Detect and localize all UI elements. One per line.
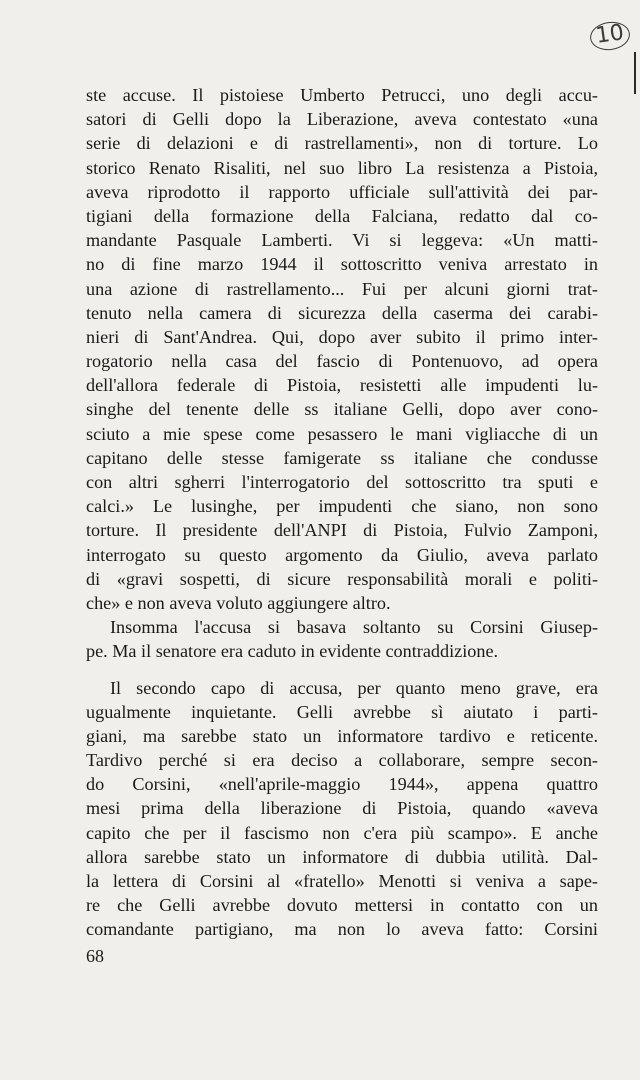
text-line: storico Renato Risaliti, nel suo libro La resistenza a Pistoia, (86, 157, 598, 178)
text-line: Tardivo perché si era deciso a collaborare, sempre secon- (86, 750, 598, 771)
text-line: no di fine marzo 1944 il sottoscritto veniva arrestato in (86, 254, 598, 275)
text-line: mesi prima della liberazione di Pistoia, quando «aveva (86, 798, 598, 819)
handwritten-page-annotation: 10 (588, 19, 632, 52)
text-line: serie di delazioni e di rastrellamenti», non di torture. Lo (86, 133, 598, 154)
text-line: interrogato su questo argomento da Giulio, aveva parlato (86, 544, 598, 565)
text-line: Il secondo capo di accusa, per quanto meno grave, era (110, 677, 598, 698)
paragraph (86, 615, 598, 663)
page-edge-mark (634, 52, 636, 94)
body-text (86, 83, 598, 942)
text-line: torture. Il presidente dell'ANPI di Pistoia, Fulvio Zamponi, (86, 520, 598, 541)
page-number: 68 (86, 946, 104, 966)
text-line: una azione di rastrellamento... Fui per alcuni giorni trat- (86, 278, 598, 299)
text-line: capito che per il fascismo non c'era più scampo». E anche (86, 822, 598, 843)
text-line: giani, ma sarebbe stato un informatore tardivo e reticente. (86, 725, 598, 746)
text-line: capitano delle stesse famigerate ss italiane che condusse (86, 447, 598, 468)
paragraph (86, 83, 598, 615)
text-line: tigiani della formazione della Falciana, redatto dal co- (86, 205, 598, 226)
text-line: dell'allora federale di Pistoia, resistetti alle impudenti lu- (86, 375, 598, 396)
text-line: re che Gelli avrebbe dovuto mettersi in contatto con un (86, 895, 598, 916)
text-line: calci.» Le lusinghe, per impudenti che siano, non sono (86, 496, 598, 517)
text-line: che» e non aveva voluto aggiungere altro. (86, 592, 391, 613)
text-line: singhe del tenente delle ss italiane Gelli, dopo aver cono- (86, 399, 598, 420)
text-line: ste accuse. Il pistoiese Umberto Petrucci, uno degli accu- (86, 85, 598, 105)
text-line: nieri di Sant'Andrea. Qui, dopo aver subito il primo inter- (86, 326, 598, 347)
text-line: la lettera di Corsini al «fratello» Menotti si veniva a sape- (86, 871, 598, 891)
text-line: ugualmente inquietante. Gelli avrebbe sì aiutato i parti- (86, 701, 598, 722)
section-gap (86, 664, 598, 676)
text-line: Insomma l'accusa si basava soltanto su Corsini Giusep- (110, 617, 598, 638)
text-line: di «gravi sospetti, di sicure responsabilità morali e politi- (86, 568, 598, 589)
text-line: aveva riprodotto il rapporto ufficiale sull'attività dei par- (86, 181, 598, 202)
text-line: con altri sgherri l'interrogatorio del sottoscritto tra sputi e (86, 472, 598, 492)
text-line: mandante Pasquale Lamberti. Vi si leggeva: «Un matti- (86, 230, 598, 251)
paragraph (86, 676, 598, 942)
text-line: allora sarebbe stato un informatore di dubbia utilità. Dal- (86, 846, 598, 867)
text-line: sciuto a mie spese come pesassero le mani vigliacche di un (86, 423, 598, 444)
text-line: satori di Gelli dopo la Liberazione, aveva contestato «una (86, 109, 598, 130)
text-line: rogatorio nella casa del fascio di Pontenuovo, ad opera (86, 351, 598, 372)
text-line: pe. Ma il senatore era caduto in evidente contraddizione. (86, 641, 499, 662)
text-line: tenuto nella camera di sicurezza della caserma dei carabi- (86, 302, 598, 323)
text-line: comandante partigiano, ma non lo aveva fatto: Corsini (86, 919, 598, 940)
text-line: do Corsini, «nell'aprile-maggio 1944», appena quattro (86, 774, 598, 795)
